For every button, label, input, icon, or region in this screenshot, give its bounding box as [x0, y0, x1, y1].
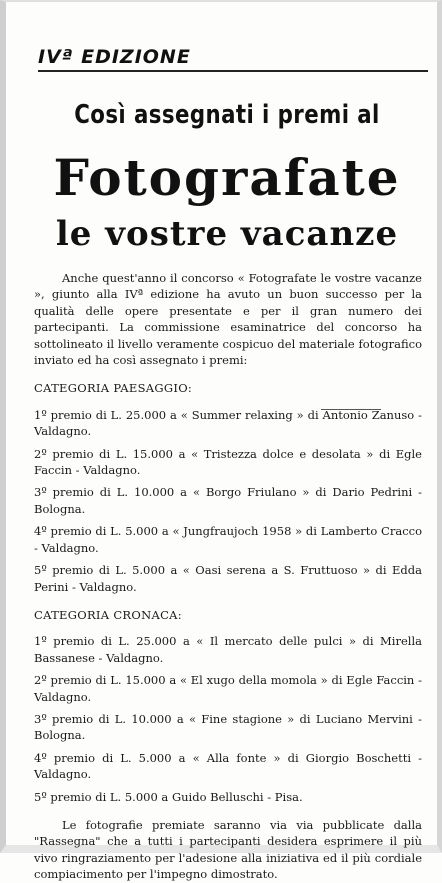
prize-news-4: 4º premio di L. 5.000 a « Alla fonte » di Giorgio Boschetti - Valdagno. — [34, 750, 422, 782]
prize-landscape-3: 3º premio di L. 10.000 a « Borgo Friulano » di Dario Pedrini - Bologna. — [34, 485, 422, 516]
article-body — [34, 270, 422, 883]
edition-label: IVª EDIZIONE — [38, 46, 191, 68]
prize-landscape-5: 5º premio di L. 5.000 a « Oasi serena a S. Fruttuoso » di Edda Perini - Valdagno. — [34, 563, 422, 594]
intro-paragraph: Anche quest'anno il concorso « Fotografate le vostre vacanze », giunto alla IVª edizione ha avuto un buon successo per la qualità delle opere presentate e per il gran numero dei partecipanti. La commissione esaminatrice del concorso ha sottolineato il livello veramente cospicuo del materiale fotografico inviato ed ha così assegnato i premi: — [34, 271, 422, 368]
category-news-title: CATEGORIA CRONACA: — [34, 607, 182, 622]
prize-news-3: 3º premio di L. 10.000 a « Fine stagione » di Luciano Mervini - Bologna. — [34, 711, 422, 743]
headline-line-2: Fotografate — [53, 148, 401, 207]
prize-landscape-1: 1º premio di L. 25.000 a « Summer relaxing » di Antonio Zanuso - Valdagno. — [34, 407, 422, 439]
edition-header — [38, 46, 428, 68]
headline-line-3: le vostre vacanze — [55, 214, 399, 254]
prize-landscape-2: 2º premio di L. 15.000 a « Tristezza dolce e desolata » di Egle Faccin - Valdagno. — [34, 446, 422, 478]
headline-line-1: Così assegnati i premi al — [74, 100, 380, 130]
prize-news-5: 5º premio di L. 5.000 a Guido Belluschi - Pisa. — [34, 789, 303, 804]
prize-landscape-4: 4º premio di L. 5.000 a « Jungfraujoch 1958 » di Lamberto Cracco - Valdagno. — [34, 524, 422, 555]
closing-paragraph: Le fotografie premiate saranno via via pubblicate dalla "Rassegna" che a tutti i partecipanti desidera esprimere il più vivo ringraziamento per l'adesione alla iniziativa ed il più cordiale compiacimento per l'impegno dimostrato. — [34, 817, 422, 882]
category-landscape-title: CATEGORIA PAESAGGIO: — [34, 381, 193, 396]
edition-underline — [38, 70, 428, 72]
prize-news-1: 1º premio di L. 25.000 a « Il mercato delle pulci » di Mirella Bassanese - Valdagno. — [34, 634, 422, 665]
prize-news-2: 2º premio di L. 15.000 a « El xugo della momola » di Egle Faccin - Valdagno. — [34, 673, 422, 704]
